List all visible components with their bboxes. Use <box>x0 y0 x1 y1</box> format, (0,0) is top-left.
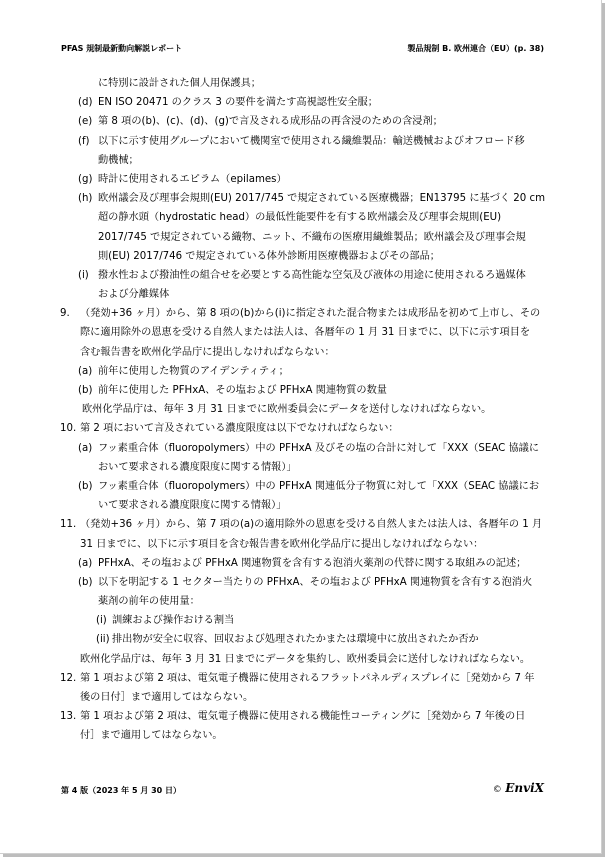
text-line <box>60 362 555 381</box>
text-line <box>60 458 555 477</box>
text-line <box>60 228 555 247</box>
text-line <box>60 611 555 630</box>
text-line <box>60 726 555 745</box>
list-marker: (i) <box>96 615 107 627</box>
line-text: 以下を明記する 1 セクター当たりの PFHxA、その塩および PFHxA 関連物質を含有する泡消火 <box>98 576 533 588</box>
line-text: フッ素重合体（fluoropolymers）中の PFHxA 関連低分子物質に対して「XXX（SEAC 協議にお <box>98 480 540 492</box>
line-text: PFHxA、その塩および PFHxA 関連物質を含有する泡消火薬剤の代替に関する取組みの記述； <box>98 557 527 569</box>
list-marker: (e) <box>78 116 93 128</box>
line-text: （発効+36 ヶ月）から、第 7 項の(a)の適用除外の恩恵を受ける自然人または法人は、各暦年の 1 月 <box>80 519 543 531</box>
list-marker: (d) <box>78 97 93 109</box>
list-marker: (b) <box>78 385 93 396</box>
text-line <box>60 189 555 208</box>
line-text: および分離媒体 <box>98 289 170 301</box>
text-line <box>60 304 555 323</box>
line-text: 超の静水頭（hydrostatic head）の最低性能要件を有する欧州議会及び理事会規則(EU) <box>98 212 502 224</box>
text-line <box>60 74 555 93</box>
copyright-symbol: © <box>492 785 502 795</box>
text-line <box>60 419 555 438</box>
list-marker: (ii) <box>96 634 110 646</box>
line-text: 含む報告書を欧州化学品庁に提出しなければならない： <box>80 346 335 358</box>
text-line <box>60 132 555 151</box>
list-marker: 13. <box>60 711 77 723</box>
text-line <box>60 496 555 515</box>
list-marker: 10. <box>60 423 77 435</box>
text-line <box>60 477 555 496</box>
line-text: 31 日までに、以下に示す項目を含む報告書を欧州化学品庁に提出しなければならない： <box>80 538 484 550</box>
text-line <box>60 515 555 534</box>
list-marker: (h) <box>78 193 93 205</box>
line-text: 第 2 項において言及されている濃度限度は以下でなければならない： <box>80 423 399 435</box>
line-text: 以下に示す使用グループにおいて機関室で使用される繊維製品：輸送機械およびオフロード移 <box>98 135 525 147</box>
line-text: 排出物が安全に収容、回収および処理されたかまたは環境中に放出されたか否か <box>112 634 479 646</box>
line-text: フッ素重合体（fluoropolymers）中の PFHxA 及びその塩の合計に対して「XXX（SEAC 協議に <box>98 442 540 454</box>
list-marker: (b) <box>78 576 93 588</box>
list-marker: 9. <box>60 308 70 320</box>
list-marker: 12. <box>60 672 77 684</box>
line-text: 2017/745 で規定されている織物、ニット、不織布の医療用繊維製品；欧州議会及び理事会規 <box>98 231 526 243</box>
line-text: 撥水性および撥油性の組合せを必要とする高性能な空気及び液体の用途に使用されるろ過媒体 <box>98 269 526 281</box>
list-marker: (a) <box>78 442 93 454</box>
line-text: 第 1 項および第 2 項は、電気電子機器に使用される機能性コーティングに［発効から 7 年後の日 <box>80 711 526 723</box>
text-line <box>60 343 555 362</box>
list-marker: (g) <box>78 173 93 185</box>
line-text: 時計に使用されるエピラム（epilames） <box>98 173 287 185</box>
list-marker: (i) <box>78 269 89 281</box>
list-marker: (a) <box>78 557 93 569</box>
text-line <box>60 323 555 342</box>
text-line <box>60 554 555 573</box>
line-text: 薬剤の前年の使用量： <box>98 596 200 608</box>
text-line <box>60 592 555 611</box>
line-text: 付］まで適用してはならない。 <box>80 730 223 742</box>
line-text: 前年に使用した PFHxA、その塩および PFHxA 関連物質の数量 <box>98 385 387 396</box>
document-body <box>60 74 555 746</box>
line-text: 動機械； <box>98 154 139 166</box>
text-line <box>60 151 555 170</box>
line-text: おいて要求される濃度限度に関する情報）」 <box>98 461 297 473</box>
text-line <box>60 573 555 592</box>
line-text: 則(EU) 2017/746 で規定されている体外診断用医療機器およびその部品； <box>98 250 440 262</box>
text-line <box>60 650 555 669</box>
list-marker: (f) <box>78 135 90 147</box>
text-line <box>60 439 555 458</box>
line-text: 後の日付］まで適用してはならない。 <box>80 692 254 703</box>
line-text: 訓練および操作おける割当 <box>112 615 235 627</box>
text-line <box>60 266 555 285</box>
text-line <box>60 630 555 649</box>
brand-logo-text: EnviX <box>505 781 544 795</box>
text-line <box>60 285 555 304</box>
line-text: 欧州議会及び理事会規則(EU) 2017/745 で規定されている医療機器；EN13795 に基づく 20 cm <box>98 193 546 205</box>
list-marker: 11. <box>60 519 77 531</box>
footer-copyright <box>493 781 544 797</box>
text-line <box>60 688 555 707</box>
text-line <box>60 170 555 189</box>
footer-edition: 第 4 版（2023 年 5 月 30 日） <box>61 786 182 795</box>
line-text: EN ISO 20471 のクラス 3 の要件を満たす高視認性安全服； <box>98 97 378 109</box>
text-line <box>60 535 555 554</box>
line-text: 第 1 項および第 2 項は、電気電子機器に使用されるフラットパネルディスプレイに［発効から 7 年 <box>80 672 535 684</box>
line-text: いて要求される濃度限度に関する情報）」 <box>98 500 287 512</box>
text-line <box>60 400 555 419</box>
line-text: 際に適用除外の恩恵を受ける自然人または法人は、各暦年の 1 月 31 日までに、以下に示す項目を <box>80 327 531 339</box>
text-line <box>60 707 555 726</box>
text-line <box>60 93 555 112</box>
line-text: 欧州化学品庁は、毎年 3 月 31 日までにデータを集約し、欧州委員会に送付しなければならない。 <box>80 653 531 665</box>
list-marker: (b) <box>78 480 93 492</box>
line-text: 欧州化学品庁は、毎年 3 月 31 日までに欧州委員会にデータを送付しなければならない。 <box>82 404 492 416</box>
text-line <box>60 112 555 131</box>
text-line <box>60 208 555 227</box>
text-line <box>60 247 555 266</box>
line-text: （発効+36 ヶ月）から、第 8 項の(b)から(i)に指定された混合物または成形品を初めて上市し、その <box>80 308 541 320</box>
list-marker: (a) <box>78 365 93 377</box>
header-title: PFAS 規制最新動向解説レポート <box>61 44 183 53</box>
line-text: に特別に設計された個人用保護具； <box>98 78 261 89</box>
line-text: 第 8 項の(b)、(c)、(d)、(g)で言及される成形品の再含浸のための含浸剤； <box>98 116 443 128</box>
line-text: 前年に使用した物質のアイデンティティ； <box>98 365 289 377</box>
text-line <box>60 669 555 688</box>
text-line <box>60 381 555 400</box>
header-section: 製品規制 B. 欧州連合（EU）(p. 38) <box>407 44 544 53</box>
